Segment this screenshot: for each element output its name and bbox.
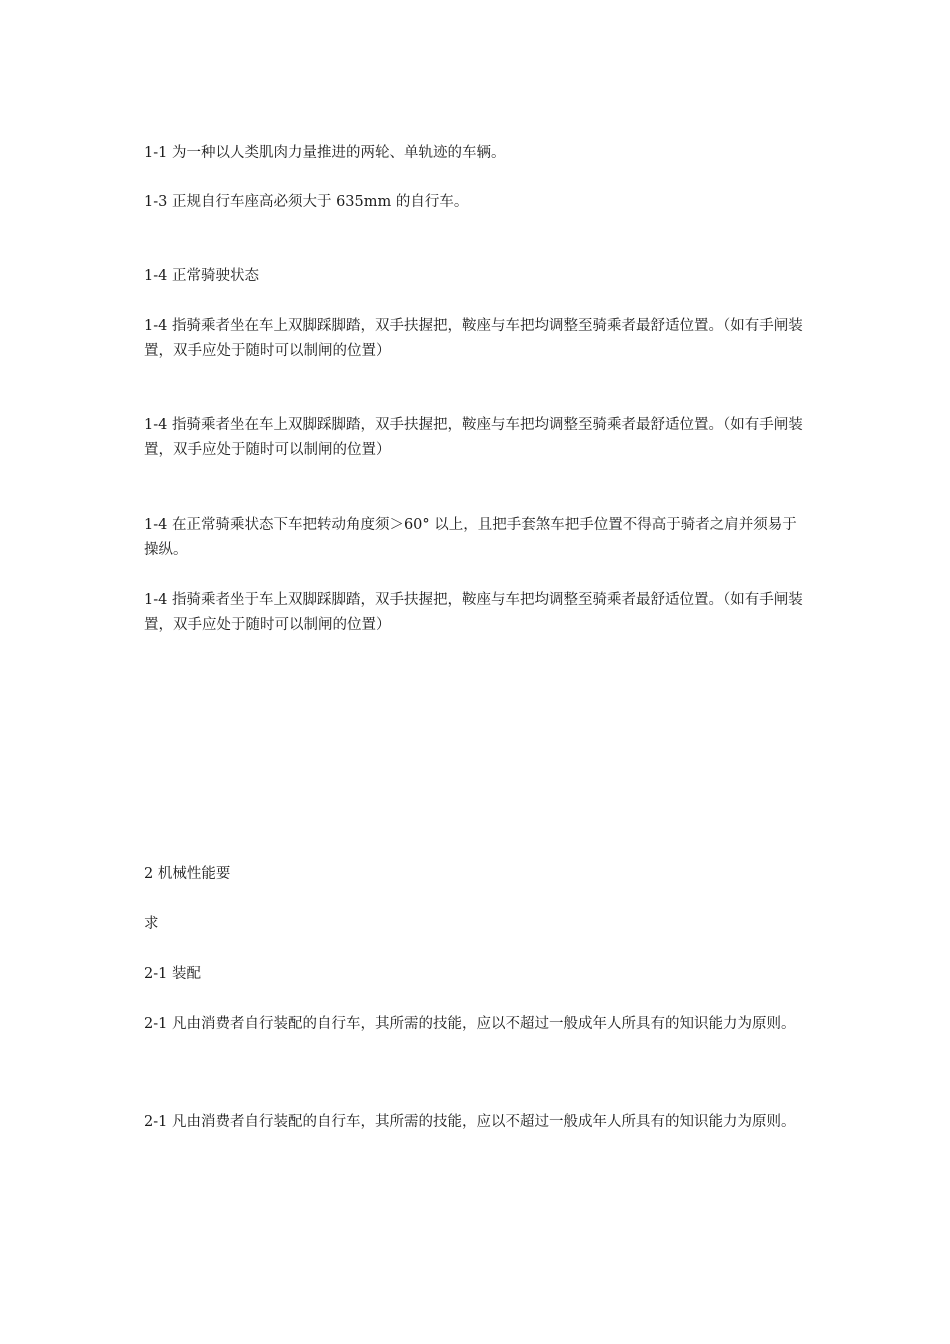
- subsection-heading-2-1: 2-1 装配: [144, 966, 201, 982]
- paragraph-riding-position-3: 1-4 指骑乘者坐于车上双脚踩脚踏，双手扶握把，鞍座与车把均调整至骑乘者最舒适位置。（如有手闸装置，双手应处于随时可以制闸的位置）: [144, 592, 803, 633]
- paragraph-definition-1-1: 1-1 为一种以人类肌肉力量推进的两轮、单轨迹的车辆。: [144, 145, 506, 161]
- paragraph-assembly-2: 2-1 凡由消费者自行装配的自行车，其所需的技能，应以不超过一般成年人所具有的知识能力为原则。: [144, 1114, 796, 1130]
- section-heading-2: 2 机械性能要: [144, 866, 231, 882]
- paragraph-definition-1-3: 1-3 正规自行车座高必须大于 635mm 的自行车。: [144, 194, 469, 210]
- paragraph-heading-1-4: 1-4 正常骑驶状态: [144, 268, 259, 284]
- paragraph-riding-position-1: 1-4 指骑乘者坐在车上双脚踩脚踏，双手扶握把，鞍座与车把均调整至骑乘者最舒适位置。（如有手闸装置，双手应处于随时可以制闸的位置）: [144, 318, 803, 359]
- paragraph-riding-position-2: 1-4 指骑乘者坐在车上双脚踩脚踏，双手扶握把，鞍座与车把均调整至骑乘者最舒适位置。（如有手闸装置，双手应处于随时可以制闸的位置）: [144, 417, 803, 458]
- paragraph-handlebar-angle: 1-4 在正常骑乘状态下车把转动角度须＞60° 以上，且把手套煞车把手位置不得高于骑者之肩并须易于操纵。: [144, 517, 797, 558]
- paragraph-assembly-1: 2-1 凡由消费者自行装配的自行车，其所需的技能，应以不超过一般成年人所具有的知识能力为原则。: [144, 1016, 796, 1032]
- section-heading-2-cont: 求: [144, 916, 159, 932]
